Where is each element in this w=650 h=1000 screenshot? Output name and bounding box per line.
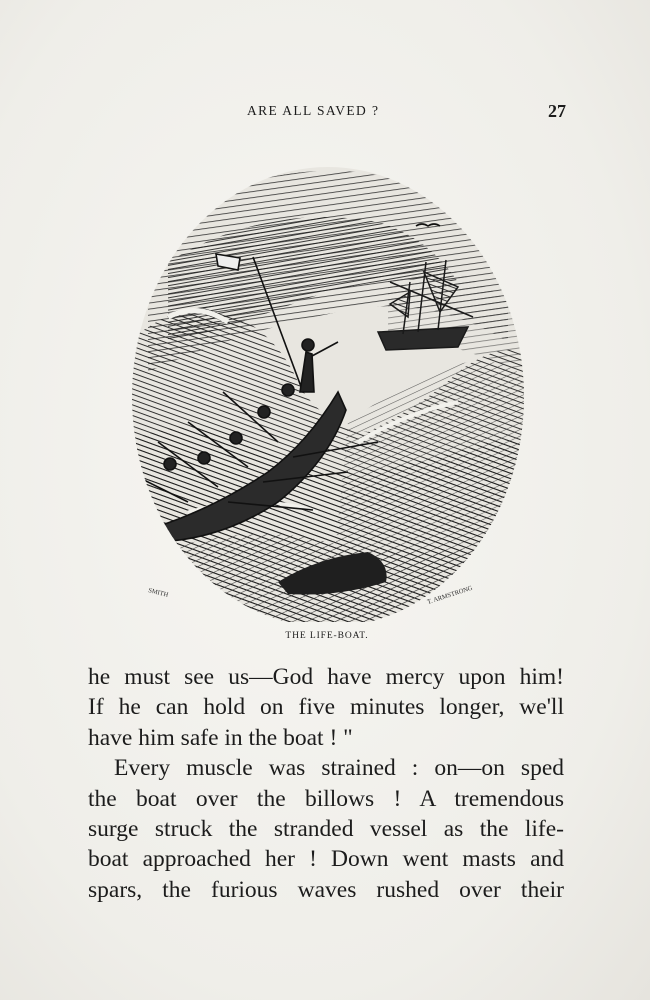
text-line: If he can hold on five minutes longer, we'll — [88, 694, 564, 721]
engraver-signature-right: T. ARMSTRONG — [426, 584, 474, 606]
page-number: 27 — [548, 101, 566, 121]
running-title: ARE ALL SAVED ? — [247, 103, 380, 118]
text-line: Every muscle was strained : on—on sped — [114, 755, 564, 782]
text-line: have him safe in the boat ! " — [88, 724, 353, 751]
text-line: he must see us—God have mercy upon him! — [88, 664, 564, 690]
text-line: spars, the furious waves rushed over their — [88, 876, 564, 903]
life-boat-engraving — [128, 142, 528, 622]
engraver-signature-left: SMITH — [147, 587, 169, 599]
body-text — [88, 662, 564, 905]
illustration-caption: THE LIFE-BOAT. — [285, 631, 369, 641]
text-line: boat approached her ! Down went masts and — [88, 846, 564, 873]
text-line: surge struck the stranded vessel as the life- — [88, 816, 564, 843]
text-line: the boat over the billows ! A tremendous — [88, 785, 564, 812]
